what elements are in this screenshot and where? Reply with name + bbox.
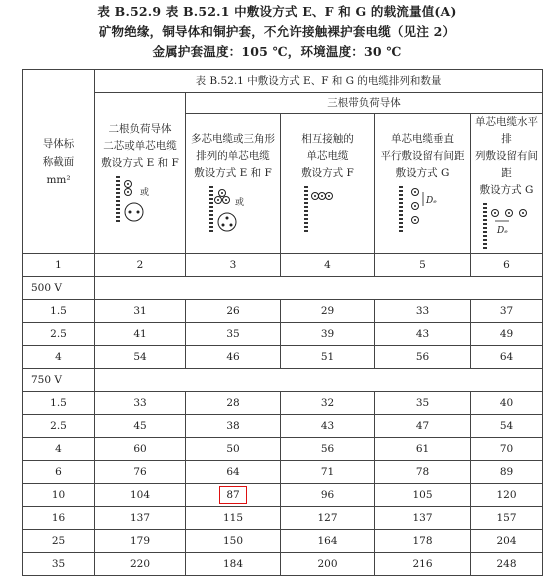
table-row — [23, 346, 543, 369]
ampacity-cell: 46 — [186, 346, 281, 369]
ampacity-cell: 45 — [95, 415, 186, 438]
conductor-size-cell: 2.5 — [23, 323, 95, 346]
ampacity-cell: 32 — [281, 392, 375, 415]
section-spacer — [95, 369, 543, 392]
ampacity-cell — [186, 484, 281, 507]
ampacity-cell: 54 — [471, 415, 543, 438]
ampacity-cell: 164 — [281, 530, 375, 553]
ampacity-cell: 35 — [186, 323, 281, 346]
col-vertical-spaced: 单芯电缆垂直 平行敷设留有间距 敷设方式 G Dₑ — [375, 114, 471, 254]
ampacity-cell: 47 — [375, 415, 471, 438]
ampacity-cell: 104 — [95, 484, 186, 507]
voltage-label: 750 V — [23, 369, 95, 392]
ampacity-cell: 64 — [186, 461, 281, 484]
conductor-size-cell: 4 — [23, 346, 95, 369]
conductor-size-cell: 1.5 — [23, 300, 95, 323]
ampacity-cell: 29 — [281, 300, 375, 323]
ampacity-table — [22, 69, 543, 576]
voltage-section-row — [23, 277, 543, 300]
ampacity-cell: 137 — [375, 507, 471, 530]
ampacity-cell: 248 — [471, 553, 543, 576]
index-cell: 5 — [375, 254, 471, 277]
ampacity-cell: 31 — [95, 300, 186, 323]
conductor-size-cell: 10 — [23, 484, 95, 507]
table-conditions: 金属护套温度：105 ℃，环境温度：30 ℃ — [152, 44, 402, 59]
ampacity-cell: 56 — [281, 438, 375, 461]
ampacity-cell: 56 — [375, 346, 471, 369]
table-row — [23, 484, 543, 507]
table-row — [23, 300, 543, 323]
horizontal-spaced-diagram — [477, 201, 537, 253]
table-row — [23, 530, 543, 553]
ampacity-cell: 105 — [375, 484, 471, 507]
ampacity-cell: 78 — [375, 461, 471, 484]
col-touching-single-core: 相互接触的 单芯电缆 敷设方式 F — [281, 114, 375, 254]
ampacity-cell: 35 — [375, 392, 471, 415]
ampacity-cell: 51 — [281, 346, 375, 369]
ampacity-cell: 71 — [281, 461, 375, 484]
ampacity-cell: 60 — [95, 438, 186, 461]
ampacity-cell: 26 — [186, 300, 281, 323]
ampacity-cell: 89 — [471, 461, 543, 484]
ampacity-table-body — [23, 254, 543, 576]
ampacity-cell: 40 — [471, 392, 543, 415]
table-row — [23, 438, 543, 461]
conductor-size-cell: 2.5 — [23, 415, 95, 438]
conductor-size-header: 导体标 称截面 mm² — [23, 70, 95, 254]
index-cell: 3 — [186, 254, 281, 277]
col-multicore-trefoil: 多芯电缆或三角形 排列的单芯电缆 敷设方式 E 和 F 或 — [186, 114, 281, 254]
table-subtitle: 矿物绝缘，铜导体和铜护套，不允许接触裸护套电缆（见注 2） — [98, 24, 456, 39]
ampacity-cell: 220 — [95, 553, 186, 576]
svg-text:Dₑ: Dₑ — [496, 226, 508, 236]
table-row — [23, 507, 543, 530]
arrangement-header: 表 B.52.1 中敷设方式 E、F 和 G 的电缆排列和数量 — [95, 70, 543, 93]
svg-text:或: 或 — [235, 198, 245, 208]
ampacity-cell: 204 — [471, 530, 543, 553]
index-cell: 4 — [281, 254, 375, 277]
ampacity-cell: 70 — [471, 438, 543, 461]
section-spacer — [95, 277, 543, 300]
ampacity-cell: 200 — [281, 553, 375, 576]
ampacity-cell: 115 — [186, 507, 281, 530]
table-title: 表 B.52.9 表 B.52.1 中敷设方式 E、F 和 G 的载流量值(A) — [97, 4, 457, 19]
voltage-label: 500 V — [23, 277, 95, 300]
ampacity-cell: 216 — [375, 553, 471, 576]
conductor-size-cell: 4 — [23, 438, 95, 461]
ampacity-cell: 178 — [375, 530, 471, 553]
ampacity-cell: 137 — [95, 507, 186, 530]
or-label: 或 — [140, 187, 150, 198]
col-horizontal-spaced: 单芯电缆水平排 列敷设留有间距 敷设方式 G Dₑ — [471, 114, 543, 254]
ampacity-cell: 76 — [95, 461, 186, 484]
trefoil-cable-diagram — [203, 184, 263, 236]
ampacity-cell: 157 — [471, 507, 543, 530]
table-row — [23, 392, 543, 415]
two-core-cable-diagram — [110, 174, 170, 226]
ampacity-cell: 96 — [281, 484, 375, 507]
ampacity-cell: 39 — [281, 323, 375, 346]
vertical-spaced-diagram — [393, 184, 453, 236]
ampacity-cell: 61 — [375, 438, 471, 461]
ampacity-cell: 43 — [375, 323, 471, 346]
table-row — [23, 323, 543, 346]
conductor-size-cell: 16 — [23, 507, 95, 530]
conductor-size-cell: 35 — [23, 553, 95, 576]
ampacity-cell: 49 — [471, 323, 543, 346]
conductor-size-cell: 25 — [23, 530, 95, 553]
highlighted-value: 87 — [219, 486, 246, 504]
table-row — [23, 415, 543, 438]
ampacity-cell: 33 — [375, 300, 471, 323]
index-cell: 1 — [23, 254, 95, 277]
voltage-section-row — [23, 369, 543, 392]
ampacity-cell: 28 — [186, 392, 281, 415]
ampacity-cell: 179 — [95, 530, 186, 553]
table-row — [23, 461, 543, 484]
ampacity-cell: 64 — [471, 346, 543, 369]
ampacity-cell: 127 — [281, 507, 375, 530]
ampacity-cell: 54 — [95, 346, 186, 369]
index-cell: 2 — [95, 254, 186, 277]
ampacity-cell: 37 — [471, 300, 543, 323]
ampacity-cell: 41 — [95, 323, 186, 346]
conductor-size-cell: 1.5 — [23, 392, 95, 415]
ampacity-cell: 184 — [186, 553, 281, 576]
ampacity-cell: 120 — [471, 484, 543, 507]
index-cell: 6 — [471, 254, 543, 277]
table-row — [23, 553, 543, 576]
ampacity-cell: 43 — [281, 415, 375, 438]
de-label: Dₑ — [425, 196, 437, 206]
col-two-conductors: 二根负荷导体 二芯或单芯电缆 敷设方式 E 和 F 或 — [95, 93, 186, 254]
touching-cables-diagram — [298, 184, 358, 236]
three-conductors-header: 三根带负荷导体 — [186, 93, 543, 114]
ampacity-cell: 150 — [186, 530, 281, 553]
column-index-row — [23, 254, 543, 277]
ampacity-cell: 50 — [186, 438, 281, 461]
ampacity-cell: 38 — [186, 415, 281, 438]
conductor-size-cell: 6 — [23, 461, 95, 484]
ampacity-cell: 33 — [95, 392, 186, 415]
